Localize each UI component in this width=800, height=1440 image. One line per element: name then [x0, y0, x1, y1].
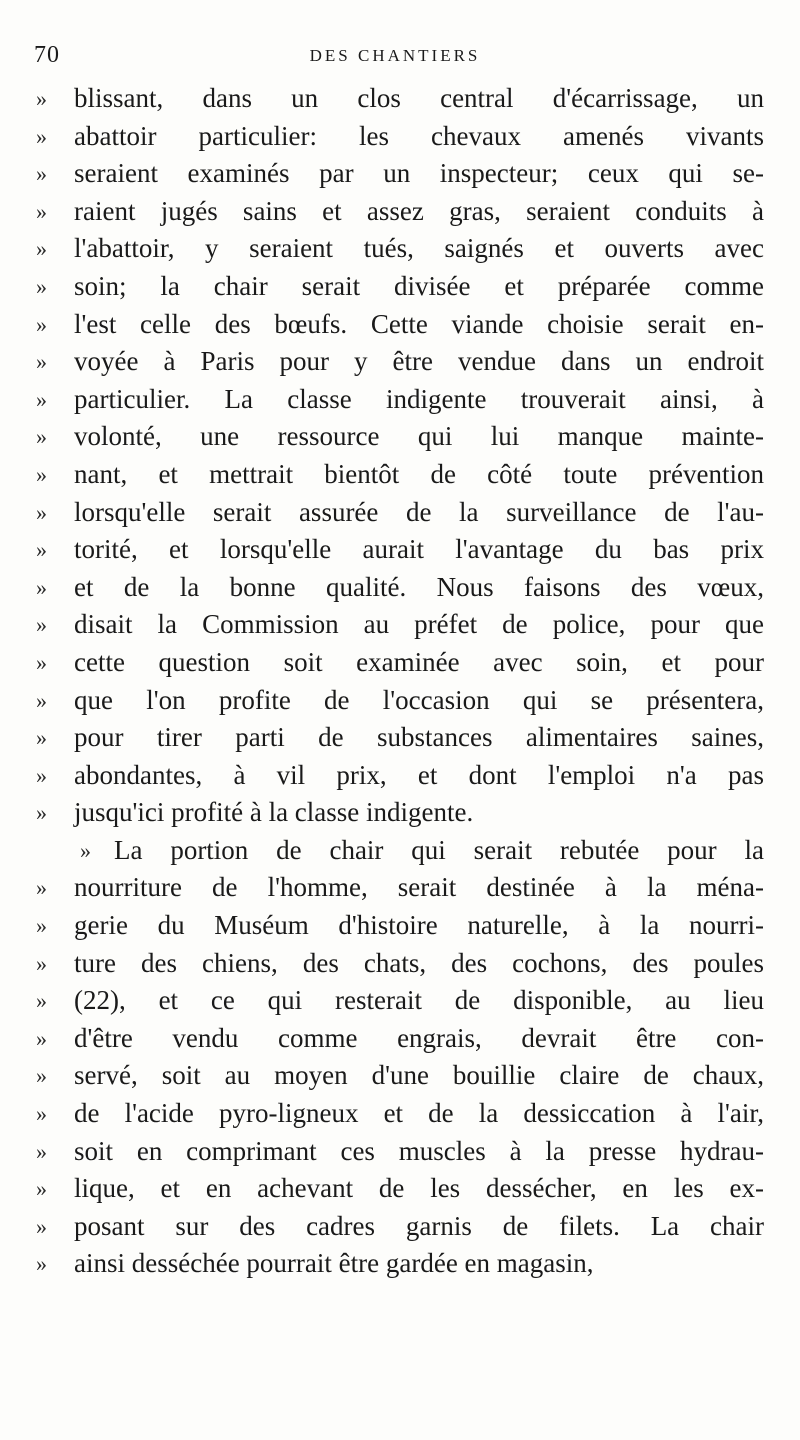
quote-mark: » [80, 837, 91, 863]
line-text: La portion de chair qui serait rebutée pour la [114, 834, 764, 865]
quote-mark: » [36, 86, 47, 111]
line-text: blissant, dans un clos central d'écarrissage, un [74, 83, 764, 113]
text-line [0, 1208, 800, 1246]
line-text: abondantes, à vil prix, et dont l'emploi n'a pas [74, 759, 764, 790]
text-line [0, 644, 800, 682]
line-text: l'est celle des bœufs. Cette viande choisie serait en- [74, 308, 764, 339]
line-text: jusqu'ici profité à la classe indigente. [74, 797, 474, 828]
line-text: (22), et ce qui resterait de disponible, au lieu [74, 985, 764, 1016]
quote-mark: » [36, 311, 47, 337]
line-text: disait la Commission au préfet de police, pour que [74, 609, 764, 640]
text-line [0, 381, 800, 419]
quote-mark: » [36, 537, 47, 563]
line-text: cette question soit examinée avec soin, et pour [74, 646, 764, 677]
page-header [0, 40, 800, 80]
line-text: torité, et lorsqu'elle aurait l'avantage du bas prix [74, 534, 764, 565]
text-line [0, 832, 800, 870]
text-line [0, 230, 800, 268]
quote-mark: » [36, 123, 47, 149]
line-text: nourriture de l'homme, serait destinée à la ména- [74, 872, 764, 903]
quote-mark: » [36, 574, 47, 600]
text-line [0, 155, 800, 193]
text-line [0, 418, 800, 456]
text-line [0, 606, 800, 644]
line-text: de l'acide pyro-ligneux et de la dessiccation à l'air, [74, 1098, 764, 1129]
text-line [0, 531, 800, 569]
body-text [0, 80, 800, 1283]
quote-mark: » [36, 461, 47, 487]
line-text: particulier. La classe indigente trouverait ainsi, à [74, 383, 764, 414]
text-line [0, 494, 800, 532]
text-line [0, 343, 800, 381]
line-text: l'abattoir, y seraient tués, saignés et ouverts avec [74, 233, 764, 264]
line-text: raient jugés sains et assez gras, seraient conduits à [74, 195, 764, 226]
quote-mark: » [36, 988, 47, 1014]
quote-mark: » [36, 649, 47, 675]
text-line [0, 794, 800, 832]
line-text: d'être vendu comme engrais, devrait être con- [74, 1022, 764, 1053]
text-line [0, 719, 800, 757]
quote-mark: » [36, 762, 47, 788]
line-text: voyée à Paris pour y être vendue dans un endroit [74, 346, 764, 377]
quote-mark: » [36, 386, 47, 412]
line-text: pour tirer parti de substances alimentaires saines, [74, 722, 764, 753]
line-text: seraient examinés par un inspecteur; ceux qui se- [74, 158, 764, 189]
line-text: que l'on profite de l'occasion qui se présentera, [74, 684, 764, 715]
text-line [0, 306, 800, 344]
line-text: soit en comprimant ces muscles à la presse hydrau- [74, 1135, 764, 1166]
line-text: servé, soit au moyen d'une bouillie claire de chaux, [74, 1060, 764, 1091]
line-text: lorsqu'elle serait assurée de la surveillance de l'au- [74, 496, 764, 527]
text-line [0, 268, 800, 306]
text-line [0, 80, 800, 118]
quote-mark: » [36, 875, 47, 901]
line-text: nant, et mettrait bientôt de côté toute prévention [74, 458, 764, 489]
running-head: DES CHANTIERS [309, 46, 481, 65]
text-line [0, 1170, 800, 1208]
quote-mark: » [36, 612, 47, 638]
text-line [0, 907, 800, 945]
quote-mark: » [36, 424, 47, 450]
quote-mark: » [36, 1251, 47, 1277]
text-line [0, 193, 800, 231]
quote-mark: » [36, 687, 47, 713]
quote-mark: » [36, 913, 47, 939]
page-number: 70 [34, 42, 60, 68]
line-text: lique, et en achevant de les dessécher, en les ex- [74, 1173, 764, 1204]
text-line [0, 456, 800, 494]
quote-mark: » [36, 161, 47, 187]
line-text: gerie du Muséum d'histoire naturelle, à la nourri- [74, 910, 764, 941]
line-text: abattoir particulier: les chevaux amenés vivants [74, 120, 764, 151]
quote-mark: » [36, 950, 47, 976]
text-line [0, 1020, 800, 1058]
line-text: posant sur des cadres garnis de filets. La chair [74, 1210, 764, 1241]
text-line [0, 118, 800, 156]
quote-mark: » [36, 1176, 47, 1202]
quote-mark: » [36, 1138, 47, 1164]
quote-mark: » [36, 349, 47, 375]
text-line [0, 1133, 800, 1171]
text-line [0, 1245, 800, 1283]
text-line [0, 945, 800, 983]
line-text: soin; la chair serait divisée et préparée comme [74, 270, 764, 301]
quote-mark: » [36, 499, 47, 525]
text-line [0, 1057, 800, 1095]
quote-mark: » [36, 1063, 47, 1089]
text-line [0, 982, 800, 1020]
quote-mark: » [36, 198, 47, 224]
quote-mark: » [36, 1025, 47, 1051]
quote-mark: » [36, 1101, 47, 1127]
text-line [0, 682, 800, 720]
line-text: ainsi desséchée pourrait être gardée en magasin, [74, 1248, 594, 1279]
line-text: ture des chiens, des chats, des cochons, des poules [74, 947, 764, 978]
text-line [0, 569, 800, 607]
quote-mark: » [36, 725, 47, 751]
text-line [0, 1095, 800, 1133]
quote-mark: » [36, 1213, 47, 1239]
quote-mark: » [36, 800, 47, 826]
line-text: volonté, une ressource qui lui manque mainte- [74, 421, 764, 452]
quote-mark: » [36, 236, 47, 262]
text-line [0, 869, 800, 907]
text-line [0, 757, 800, 795]
line-text: et de la bonne qualité. Nous faisons des vœux, [74, 571, 764, 602]
quote-mark: » [36, 273, 47, 299]
